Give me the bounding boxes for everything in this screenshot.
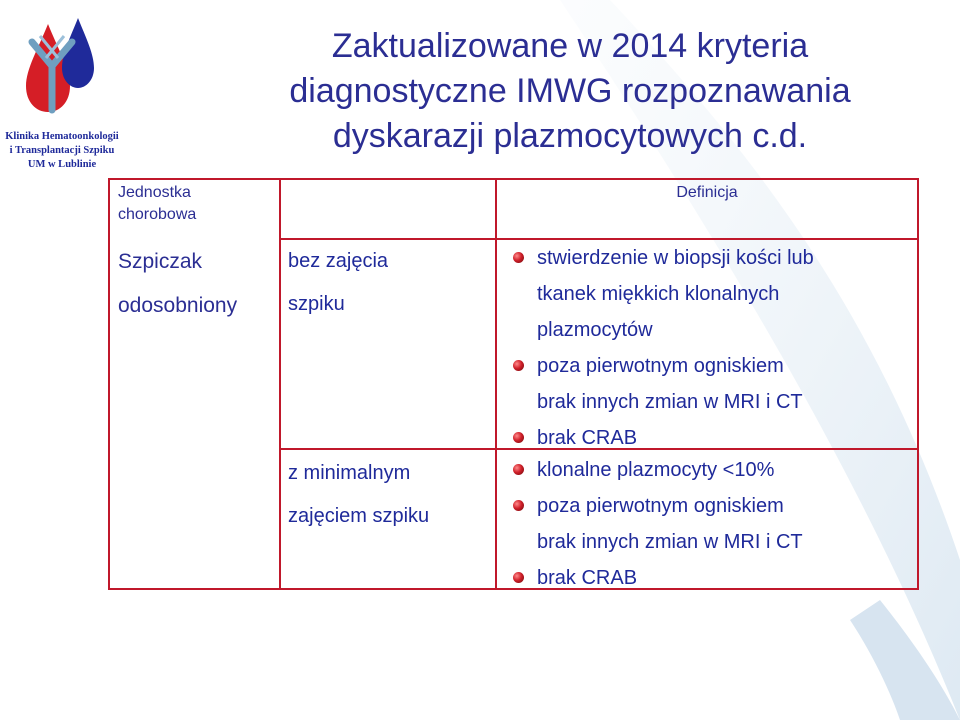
title-line: Zaktualizowane w 2014 kryteria [331, 27, 809, 65]
definition-line: brak innych zmian w MRI i CT [537, 531, 803, 553]
criteria-table [108, 178, 919, 590]
definition-item [505, 348, 915, 420]
definition-line: poza pierwotnym ogniskiem [537, 495, 784, 517]
header-entity-line: Jednostka [118, 184, 191, 201]
definition-item [505, 488, 915, 560]
row1-label [288, 240, 388, 326]
row2-definitions [505, 452, 915, 596]
bullet-icon [513, 360, 524, 371]
clinic-logo [0, 0, 130, 175]
definition-line: brak CRAB [537, 567, 638, 589]
clinic-name [0, 130, 124, 172]
row2-label [288, 452, 429, 538]
bullet-icon [513, 500, 524, 511]
row1-label-line: bez zajęcia [288, 250, 389, 272]
blood-drop-antibody-icon [18, 14, 108, 124]
column-divider [495, 180, 497, 588]
header-definition: Definicja [676, 184, 738, 201]
definition-line: klonalne plazmocyty <10% [537, 459, 775, 481]
bullet-icon [513, 572, 524, 583]
definition-line: tkanek miękkich klonalnych [537, 283, 780, 305]
entity-name-line: odosobniony [118, 294, 238, 317]
column-divider [279, 180, 281, 588]
clinic-name-line: Klinika Hematoonkologii [5, 131, 119, 142]
clinic-name-line: i Transplantacji Szpiku [9, 145, 115, 156]
definition-line: brak innych zmian w MRI i CT [537, 391, 803, 413]
definition-line: brak CRAB [537, 427, 638, 449]
bullet-icon [513, 464, 524, 475]
entity-name [118, 240, 237, 328]
header-entity-line: chorobowa [118, 206, 197, 223]
row2-label-line: z minimalnym [288, 462, 411, 484]
header-entity [118, 182, 196, 226]
row2-label-line: zajęciem szpiku [288, 505, 430, 527]
row1-definitions [505, 240, 915, 456]
definition-line: plazmocytów [537, 319, 653, 341]
title-line: diagnostyczne IMWG rozpoznawania [289, 72, 851, 110]
definition-item [505, 560, 915, 596]
bullet-icon [513, 252, 524, 263]
entity-name-line: Szpiczak [118, 250, 203, 273]
title-line: dyskarazji plazmocytowych c.d. [332, 117, 808, 155]
definition-line: poza pierwotnym ogniskiem [537, 355, 784, 377]
row1-label-line: szpiku [288, 293, 345, 315]
bullet-icon [513, 432, 524, 443]
definition-item [505, 452, 915, 488]
definition-line: stwierdzenie w biopsji kości lub [537, 247, 814, 269]
clinic-name-line: UM w Lublinie [27, 159, 97, 170]
slide-title [200, 24, 940, 159]
definition-item [505, 240, 915, 348]
definition-item [505, 420, 915, 456]
